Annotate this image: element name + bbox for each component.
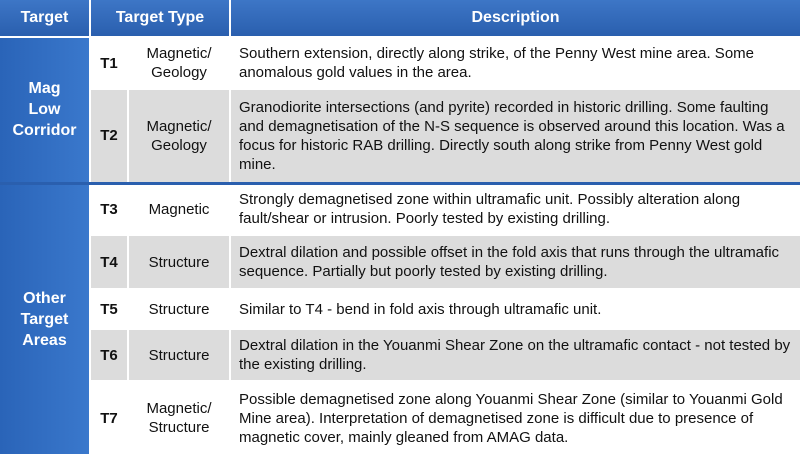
table-row — [0, 89, 800, 183]
target-description: Strongly demagnetised zone within ultramafic unit. Possibly alteration along fault/shear or intrusion. Poorly tested by existing drilling. — [230, 183, 800, 235]
target-type: Magnetic/ Structure — [128, 381, 230, 455]
target-description: Dextral dilation and possible offset in the fold axis that runs through the ultramafic sequence. Partially but poorly tested by existing drilling. — [230, 235, 800, 289]
header-description: Description — [230, 0, 800, 37]
table-row — [0, 235, 800, 289]
group-label: Mag Low Corridor — [0, 37, 90, 183]
table-row — [0, 37, 800, 89]
table-row — [0, 289, 800, 329]
target-id: T7 — [90, 381, 128, 455]
table-row — [0, 183, 800, 235]
table-row — [0, 381, 800, 455]
target-description: Possible demagnetised zone along Youanmi Shear Zone (similar to Youanmi Gold Mine area). Interpretation of demagnetised zone is difficult due to presence of magnetic cover, mainly gleaned from AMAG data. — [230, 381, 800, 455]
table-row — [0, 329, 800, 381]
group-label: Other Target Areas — [0, 183, 90, 455]
target-description: Similar to T4 - bend in fold axis through ultramafic unit. — [230, 289, 800, 329]
target-id: T5 — [90, 289, 128, 329]
target-id: T2 — [90, 89, 128, 183]
target-type: Structure — [128, 235, 230, 289]
target-id: T6 — [90, 329, 128, 381]
target-description: Dextral dilation in the Youanmi Shear Zone on the ultramafic contact - not tested by the existing drilling. — [230, 329, 800, 381]
target-type: Magnetic/ Geology — [128, 89, 230, 183]
target-description: Granodiorite intersections (and pyrite) recorded in historic drilling. Some faulting and demagnetisation of the N-S sequence is observed around this location. Was a focus for historic RAB drilling. Directly south along strike from Penny West gold mine. — [230, 89, 800, 183]
target-id: T1 — [90, 37, 128, 89]
target-id: T4 — [90, 235, 128, 289]
target-type: Structure — [128, 289, 230, 329]
header-row — [0, 0, 800, 37]
target-id: T3 — [90, 183, 128, 235]
header-target: Target — [0, 0, 90, 37]
header-target-type: Target Type — [90, 0, 230, 37]
target-description: Southern extension, directly along strike, of the Penny West mine area. Some anomalous gold values in the area. — [230, 37, 800, 89]
target-type: Magnetic — [128, 183, 230, 235]
target-type: Structure — [128, 329, 230, 381]
target-type: Magnetic/ Geology — [128, 37, 230, 89]
